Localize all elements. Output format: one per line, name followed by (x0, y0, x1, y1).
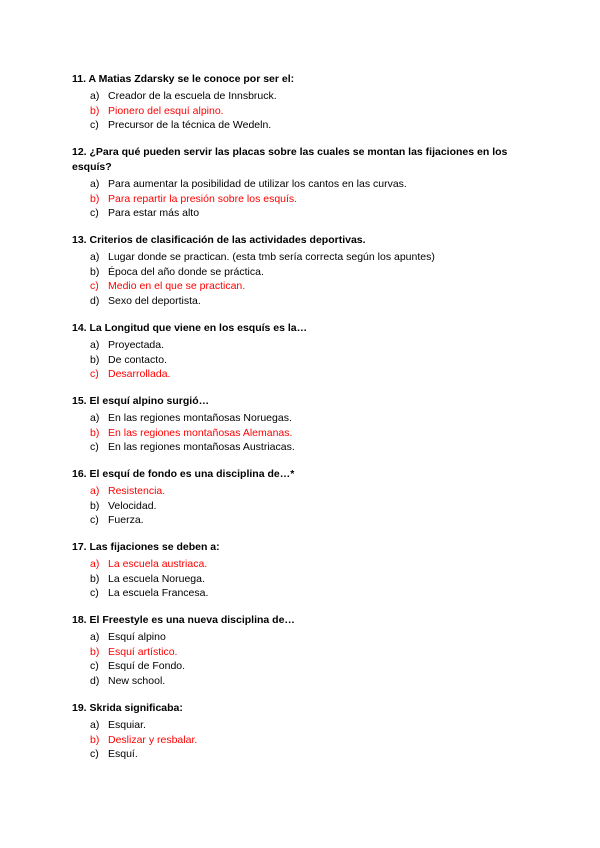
option-c (72, 367, 532, 382)
option-text: Precursor de la técnica de Wedeln. (108, 119, 272, 132)
question-title: 17. Las fijaciones se deben a: (72, 541, 220, 553)
question-title: 15. El esquí alpino surgió… (72, 395, 210, 407)
option-letter: b) (90, 733, 100, 746)
question-17 (72, 540, 532, 601)
question-13 (72, 233, 532, 309)
option-letter: a) (90, 485, 100, 497)
option-a (72, 557, 532, 572)
option-letter: c) (90, 748, 99, 761)
option-b (72, 499, 532, 514)
option-d (72, 294, 532, 309)
option-text: La escuela Noruega. (108, 572, 205, 585)
question-title: 18. El Freestyle es una nueva disciplina de… (72, 614, 295, 626)
option-c (72, 747, 532, 762)
option-text: Fuerza. (108, 514, 144, 527)
option-text: Desarrollada. (108, 368, 171, 381)
question-title: 11. A Matias Zdarsky se le conoce por ser el: (72, 73, 295, 85)
option-text: Resistencia. (108, 485, 166, 497)
option-text: Proyectada. (108, 339, 165, 351)
option-c (72, 513, 532, 528)
option-b (72, 265, 532, 280)
option-letter: b) (90, 499, 100, 512)
option-text: Para aumentar la posibilidad de utilizar los cantos en las curvas. (108, 178, 407, 190)
question-title: 13. Criterios de clasificación de las actividades deportivas. (72, 234, 366, 246)
option-text: En las regiones montañosas Alemanas. (108, 426, 293, 439)
question-18 (72, 613, 532, 689)
question-title: 19. Skrida significaba: (72, 702, 183, 714)
option-text: La escuela austriaca. (108, 558, 208, 570)
option-text: Para estar más alto (108, 207, 200, 220)
question-title: 16. El esquí de fondo es una disciplina de…* (72, 468, 295, 480)
option-c (72, 440, 532, 455)
option-letter: b) (90, 192, 100, 205)
option-a (72, 338, 532, 353)
option-text: Esquí. (108, 748, 138, 761)
option-text: Pionero del esquí alpino. (108, 104, 224, 117)
option-a (72, 718, 532, 733)
option-list (72, 484, 532, 528)
option-letter: a) (90, 412, 100, 424)
option-a (72, 250, 532, 265)
option-letter: b) (90, 353, 100, 366)
option-letter: a) (90, 339, 100, 351)
option-b (72, 192, 532, 207)
option-a (72, 411, 532, 426)
option-a (72, 630, 532, 645)
option-c (72, 118, 532, 133)
option-letter: c) (90, 368, 99, 381)
option-b (72, 645, 532, 660)
option-letter: b) (90, 645, 100, 658)
option-a (72, 177, 532, 192)
option-letter: a) (90, 90, 100, 102)
option-letter: a) (90, 251, 100, 263)
option-letter: a) (90, 178, 100, 190)
option-a (72, 89, 532, 104)
option-text: New school. (108, 675, 166, 688)
option-list (72, 338, 532, 382)
option-letter: a) (90, 719, 100, 731)
option-letter: b) (90, 572, 100, 585)
option-letter: c) (90, 514, 99, 527)
option-list (72, 250, 532, 309)
option-letter: c) (90, 660, 99, 673)
option-text: Velocidad. (108, 499, 157, 512)
option-b (72, 104, 532, 119)
option-letter: c) (90, 441, 99, 454)
option-d (72, 674, 532, 689)
option-letter: b) (90, 426, 100, 439)
option-c (72, 586, 532, 601)
option-letter: b) (90, 104, 100, 117)
option-text: Deslizar y resbalar. (108, 733, 198, 746)
option-letter: a) (90, 558, 100, 570)
option-list (72, 411, 532, 455)
question-title: 12. ¿Para qué pueden servir las placas sobre las cuales se montan las fijaciones en los esquís? (72, 146, 511, 173)
option-text: Esquí alpino (108, 631, 166, 643)
option-list (72, 630, 532, 689)
question-14 (72, 321, 532, 382)
question-16 (72, 467, 532, 528)
option-letter: c) (90, 207, 99, 220)
option-letter: c) (90, 119, 99, 132)
option-list (72, 89, 532, 133)
option-text: Época del año donde se práctica. (108, 265, 264, 278)
option-text: La escuela Francesa. (108, 587, 209, 600)
question-15 (72, 394, 532, 455)
option-text: En las regiones montañosas Noruegas. (108, 412, 292, 424)
option-text: En las regiones montañosas Austriacas. (108, 441, 295, 454)
option-text: Esquiar. (108, 719, 146, 731)
question-19 (72, 701, 532, 762)
option-letter: d) (90, 675, 100, 688)
option-list (72, 177, 532, 221)
option-b (72, 353, 532, 368)
option-b (72, 733, 532, 748)
option-letter: a) (90, 631, 100, 643)
question-11 (72, 72, 532, 133)
option-b (72, 572, 532, 587)
option-text: Esquí artístico. (108, 645, 178, 658)
option-text: Esquí de Fondo. (108, 660, 186, 673)
option-text: Lugar donde se practican. (esta tmb sería correcta según los apuntes) (108, 251, 435, 263)
option-text: Para repartir la presión sobre los esquís. (108, 192, 298, 205)
option-c (72, 659, 532, 674)
option-letter: c) (90, 280, 99, 293)
option-list (72, 557, 532, 601)
option-letter: c) (90, 587, 99, 600)
option-text: De contacto. (108, 353, 167, 366)
option-text: Sexo del deportista. (108, 295, 201, 308)
option-letter: d) (90, 295, 100, 308)
option-c (72, 279, 532, 294)
option-c (72, 206, 532, 221)
option-text: Medio en el que se practican. (108, 280, 246, 293)
option-list (72, 718, 532, 762)
option-text: Creador de la escuela de Innsbruck. (108, 90, 277, 102)
option-b (72, 426, 532, 441)
question-12 (72, 145, 532, 221)
option-a (72, 484, 532, 499)
question-title: 14. La Longitud que viene en los esquís es la… (72, 322, 308, 334)
option-letter: b) (90, 265, 100, 278)
